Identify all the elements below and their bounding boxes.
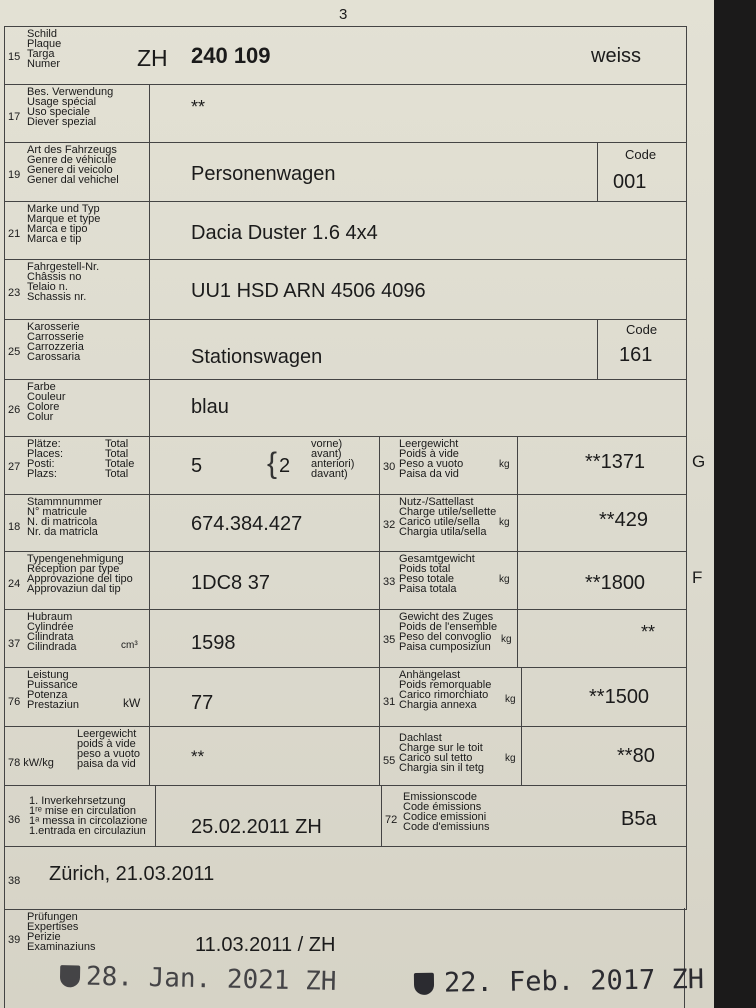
row-type-approval-total-weight: [5, 552, 686, 610]
field-label: Prüfungen Expertises Perizie Examinaziuns: [27, 911, 96, 953]
field-number: 72: [385, 814, 398, 826]
plate-number: 240 109: [191, 43, 271, 68]
field-label: Leergewicht Poids à vide Peso a vuoto Paisa da vid: [399, 438, 464, 480]
field-number: 24: [8, 578, 21, 590]
unit-label: kg: [499, 517, 510, 528]
field-label: Anhängelast Poids remorquable Carico rimorchiato Chargia annexa: [399, 669, 492, 711]
emission-code-value: B5a: [621, 808, 657, 830]
margin-mark-g: G: [692, 452, 706, 471]
field-label: Leergewicht poids à vide peso a vuoto paisa da vid: [77, 728, 140, 770]
margin-mark-f: F: [692, 568, 703, 587]
field-number: 21: [8, 228, 21, 240]
unit-label: kW: [123, 696, 141, 710]
shield-icon: [60, 965, 80, 987]
field-number: 27: [8, 461, 21, 473]
row-plate: [5, 27, 686, 85]
seats-total-value: 5: [191, 455, 203, 477]
field-label: Stammnummer N° matricule N. di matricola Nr. da matricla: [27, 496, 103, 538]
empty-weight-value: **1371: [585, 451, 646, 473]
field-label: Leistung Puissance Potenza Prestaziun: [27, 669, 79, 711]
unit-label: kg: [499, 459, 510, 470]
total-weight-value: **1800: [585, 572, 646, 594]
trailer-load-value: **1500: [589, 686, 650, 708]
field-label: Emissionscode Code émissions Codice emissioni Code d'emissiuns: [403, 791, 490, 833]
matricule-value: 674.384.427: [191, 513, 303, 535]
brace: {: [267, 447, 278, 480]
field-label: Gesamtgewicht Poids total Peso totale Paisa totala: [399, 553, 475, 595]
field-number: 55: [383, 755, 396, 767]
unit-label: kg: [505, 753, 516, 764]
field-label: Karosserie Carrosserie Carrozzeria Carossaria: [27, 321, 84, 363]
field-number: 39: [8, 934, 21, 946]
code-label: Code: [626, 322, 658, 337]
field-label: Fahrgestell-Nr. Châssis no Telaio n. Schassis nr.: [27, 261, 100, 303]
plate-canton: ZH: [137, 45, 168, 71]
inspection-date-value: 11.03.2011 / ZH: [195, 934, 336, 956]
body-value: Stationswagen: [191, 346, 323, 368]
power-value: 77: [191, 692, 214, 714]
vehicle-type-value: Personenwagen: [191, 163, 336, 185]
special-use-value: **: [191, 97, 206, 117]
row-chassis-number: [5, 260, 686, 320]
row-special-use: [5, 85, 686, 143]
row-vehicle-type: [5, 143, 686, 202]
field-label: Gewicht des Zuges Poids de l'ensemble Peso del convoglio Paisa cumposiziun: [399, 611, 498, 653]
plate-color: weiss: [591, 45, 642, 67]
field-number: 32: [383, 519, 396, 531]
payload-value: **429: [599, 509, 648, 531]
unit-label: kg: [501, 634, 512, 645]
code-label: Code: [625, 147, 657, 162]
field-number: 23: [8, 287, 21, 299]
field-label: Schild Plaque Targa Numer: [27, 28, 62, 70]
field-number: 15: [8, 51, 21, 63]
field-label: Marke und Typ Marque et type Marca e tipo Marca e tip: [27, 203, 101, 245]
field-number: 19: [8, 169, 21, 181]
field-number: 17: [8, 111, 21, 123]
field-label: 1. Inverkehrsetzung 1ʳᵉ mise en circulation 1ᵃ messa in circolazione 1.entrada en circulaziun: [29, 795, 148, 837]
row-seats-empty-weight: [5, 437, 686, 495]
seats-front-value: 2: [279, 455, 291, 477]
field-number: 30: [383, 461, 396, 473]
unit-label: kg: [505, 694, 516, 705]
field-number: 33: [383, 576, 396, 588]
row-place-date: [5, 847, 686, 909]
row-color: [5, 380, 686, 437]
seats-front-label: vorne) avant) anteriori) davant): [311, 438, 355, 480]
field-label: Hubraum Cylindrée Cilindrata Cilindrada: [27, 611, 77, 653]
row-body: [5, 320, 686, 380]
inspection-stamp-left: 28. Jan. 2021 ZH: [60, 961, 337, 997]
row-power-weight-roof-load: [5, 727, 686, 786]
field-number: 78 kW/kg: [8, 757, 54, 769]
field-label: Dachlast Charge sur le toit Carico sul tetto Chargia sin il tetg: [399, 732, 484, 774]
roof-load-value: **80: [617, 745, 655, 767]
unit-label: cm³: [121, 640, 138, 651]
body-code: 161: [619, 344, 653, 366]
field-number: 36: [8, 814, 21, 826]
field-number: 38: [8, 875, 21, 887]
document-grid: [4, 26, 687, 910]
inspection-stamp-right: 22. Feb. 2017 ZH: [414, 964, 704, 999]
row-first-registration-emissions: [5, 786, 686, 847]
unit-label: kg: [499, 574, 510, 585]
train-weight-value: **: [641, 622, 656, 642]
displacement-value: 1598: [191, 632, 236, 654]
row-displacement-train-weight: [5, 610, 686, 668]
row-power-trailer-load: [5, 668, 686, 727]
field-number: 31: [383, 696, 396, 708]
field-label: Typengenehmigung Réception par type Approvazione del tipo Approvaziun dal tip: [27, 553, 133, 595]
make-model-value: Dacia Duster 1.6 4x4: [191, 222, 378, 244]
field-number: 18: [8, 521, 21, 533]
power-weight-value: **: [191, 747, 205, 766]
seats-total-label: Total Total Totale Total: [105, 438, 135, 480]
field-number: 37: [8, 638, 21, 650]
field-label: Plätze: Places: Posti: Plazs:: [27, 438, 64, 480]
field-number: 25: [8, 346, 21, 358]
field-number: 35: [383, 634, 396, 646]
type-approval-value: 1DC8 37: [191, 572, 270, 594]
field-label: Art des Fahrzeugs Genre de véhicule Genere di veicolo Gener dal vehichel: [27, 144, 119, 186]
page-number: 3: [339, 6, 348, 23]
vehicle-type-code: 001: [613, 171, 647, 193]
field-number: 76: [8, 696, 21, 708]
field-number: 26: [8, 404, 21, 416]
field-label: Farbe Couleur Colore Colur: [27, 381, 66, 423]
field-label: Bes. Verwendung Usage spécial Uso speciale Diever spezial: [27, 86, 114, 128]
field-label: Nutz-/Sattellast Charge utile/sellette Carico utile/sella Chargia utila/sella: [399, 496, 497, 538]
shield-icon: [414, 973, 434, 995]
place-date-value: Zürich, 21.03.2011: [49, 863, 215, 885]
chassis-number-value: UU1 HSD ARN 4506 4096: [191, 280, 426, 302]
row-make-model: [5, 202, 686, 260]
color-value: blau: [191, 396, 229, 418]
first-registration-value: 25.02.2011 ZH: [191, 816, 322, 838]
row-matricule-payload: [5, 495, 686, 552]
